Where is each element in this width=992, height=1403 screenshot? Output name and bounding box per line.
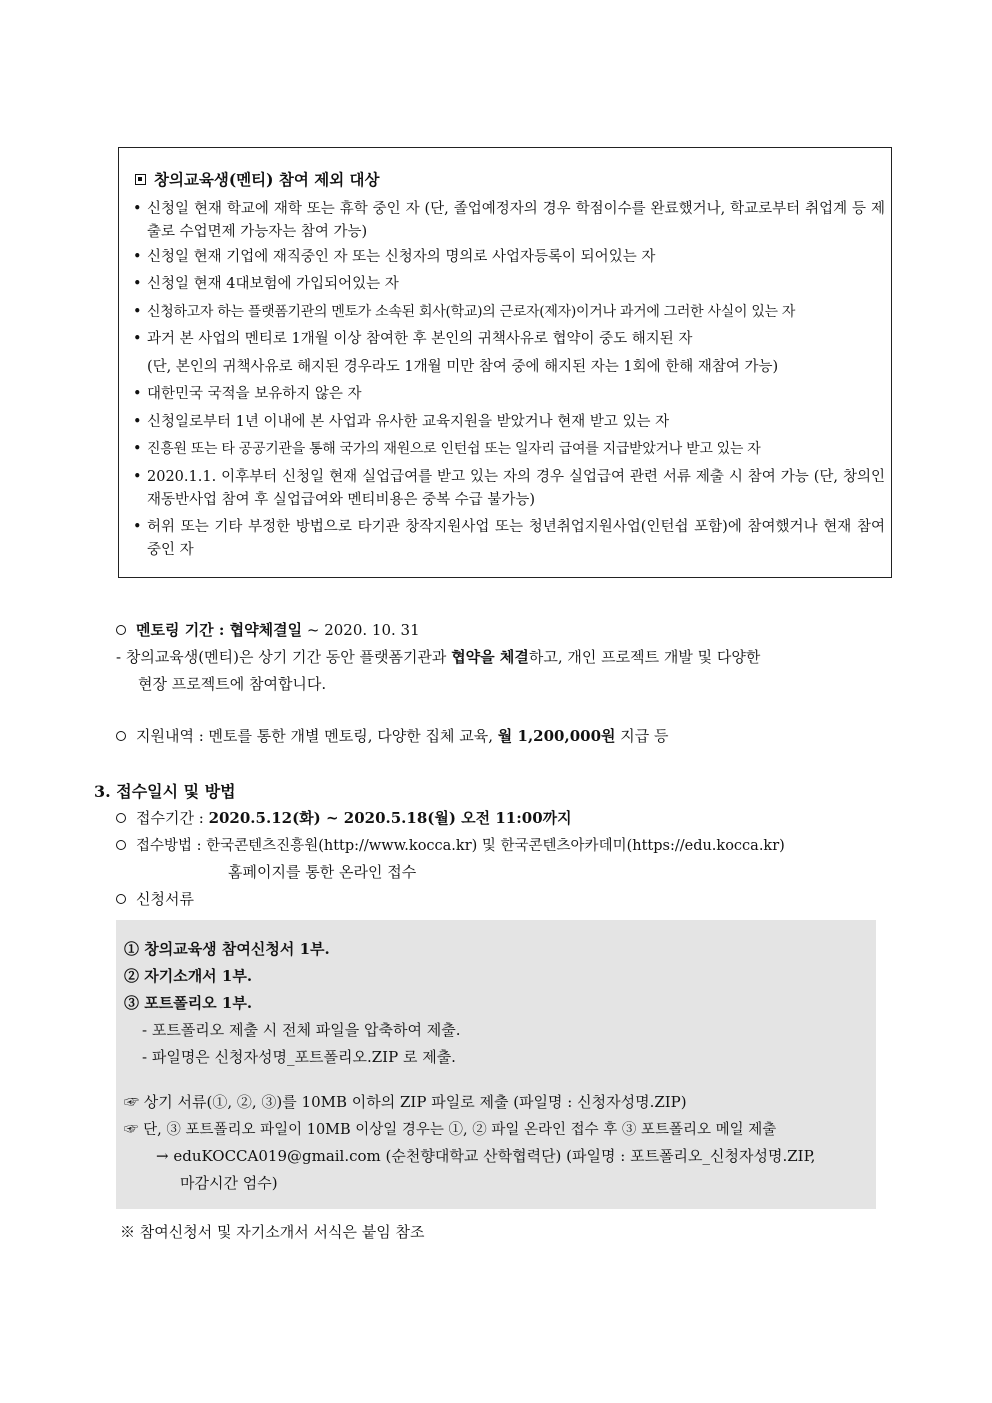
document-note: ☞ 상기 서류(①, ②, ③)를 10MB 이하의 ZIP 파일로 제출 (파일명 : 신청자성명.ZIP) [124, 1093, 687, 1111]
exclusion-item: • 신청일 현재 4대보험에 가입되어있는 자 [133, 276, 399, 292]
exclusion-item: • 2020.1.1. 이후부터 신청일 현재 실업급여를 받고 있는 자의 경우 실업급여 관련 서류 제출 시 참여 가능 (단, 창의인재동반사업 참여 후 실업급여와 멘티비용은 중복 수급 불가능) [133, 469, 885, 508]
circle-bullet-icon [116, 813, 126, 823]
email-note-line2: 마감시간 엄수) [180, 1174, 278, 1192]
exclusion-item: • 신청하고자 하는 플랫폼기관의 멘토가 소속된 회사(학교)의 근로자(제자)이거나 과거에 그러한 사실이 있는 자 [133, 304, 796, 320]
mentoring-description: - 창의교육생(멘티)은 상기 기간 동안 플랫폼기관과 협약을 체결하고, 개인 프로젝트 개발 및 다양한 [116, 648, 761, 666]
document-note: ☞ 단, ③ 포트폴리오 파일이 10MB 이상일 경우는 ①, ② 파일 온라인 접수 후 ③ 포트폴리오 메일 제출 [124, 1122, 777, 1138]
mentoring-period: 멘토링 기간 : 협약체결일 ~ 2020. 10. 31 [116, 619, 420, 640]
circle-bullet-icon [116, 894, 126, 904]
documents-box [116, 920, 876, 1209]
document-item: ① 창의교육생 참여신청서 1부. [124, 940, 330, 958]
exclusion-item: • 진흥원 또는 타 공공기관을 통해 국가의 재원으로 인턴쉽 또는 일자리 급여를 지급받았거나 받고 있는 자 [133, 441, 761, 457]
exclusion-item: • 과거 본 사업의 멘티로 1개월 이상 참여한 후 본인의 귀책사유로 협약이 중도 해지된 자 [133, 331, 693, 347]
circle-bullet-icon [116, 625, 126, 635]
exclusion-item: • 허위 또는 기타 부정한 방법으로 타기관 창작지원사업 또는 청년취업지원사업(인턴쉽 포함)에 참여했거나 현재 참여중인 자 [133, 519, 885, 558]
exclusion-continuation: (단, 본인의 귀책사유로 해지된 경우라도 1개월 미만 참여 중에 해지된 자는 1회에 한해 재참여 가능) [147, 359, 779, 375]
support-details: 지원내역 : 멘토를 통한 개별 멘토링, 다양한 집체 교육, 월 1,200,000원 지급 등 [116, 725, 669, 746]
application-method: 접수방법 : 한국콘텐츠진흥원(http://www.kocca.kr) 및 한국콘텐츠아카데미(https://edu.kocca.kr) [116, 834, 785, 855]
exclusion-title: 창의교육생(멘티) 참여 제외 대상 [135, 168, 380, 190]
exclusion-box [118, 147, 892, 578]
exclusion-item: • 신청일로부터 1년 이내에 본 사업과 유사한 교육지원을 받았거나 현재 받고 있는 자 [133, 414, 670, 430]
document-sub-item: - 파일명은 신청자성명_포트폴리오.ZIP 로 제출. [142, 1048, 456, 1066]
application-period: 접수기간 : 2020.5.12(화) ~ 2020.5.18(월) 오전 11:00까지 [116, 807, 572, 828]
circle-bullet-icon [116, 840, 126, 850]
exclusion-item: • 신청일 현재 기업에 재직중인 자 또는 신청자의 명의로 사업자등록이 되어있는 자 [133, 249, 656, 265]
application-method-line2: 홈페이지를 통한 온라인 접수 [228, 863, 417, 881]
document-sub-item: - 포트폴리오 제출 시 전체 파일을 압축하여 제출. [142, 1021, 461, 1039]
document-item: ② 자기소개서 1부. [124, 967, 253, 985]
document-item: ③ 포트폴리오 1부. [124, 994, 253, 1012]
square-bullet-icon [135, 174, 146, 185]
section-title: 3. 접수일시 및 방법 [94, 782, 236, 801]
email-note: → eduKOCCA019@gmail.com (순천향대학교 산학협력단) (파일명 : 포트폴리오_신청자성명.ZIP, [156, 1147, 816, 1165]
mentoring-description-line2: 현장 프로젝트에 참여합니다. [138, 675, 327, 693]
circle-bullet-icon [116, 731, 126, 741]
exclusion-item: • 대한민국 국적을 보유하지 않은 자 [133, 386, 362, 402]
exclusion-item: • 신청일 현재 학교에 재학 또는 휴학 중인 자 (단, 졸업예정자의 경우 학점이수를 완료했거나, 학교로부터 취업계 등 제출로 수업면제 가능자는 참여 가능) [133, 201, 885, 240]
documents-label: 신청서류 [116, 888, 194, 909]
footer-note: ※ 참여신청서 및 자기소개서 서식은 붙임 참조 [120, 1223, 425, 1241]
